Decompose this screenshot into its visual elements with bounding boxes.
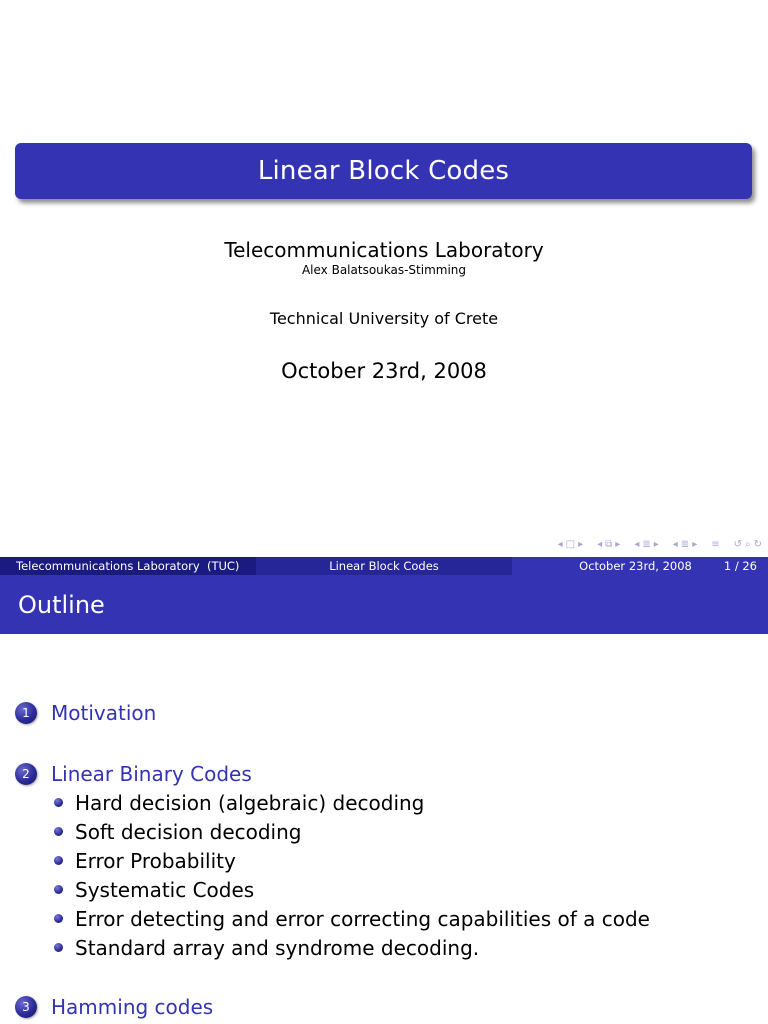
footline-date-page [512, 557, 768, 575]
toc-subsection-list [54, 788, 650, 962]
toc-subsection-item[interactable] [54, 904, 650, 933]
bullet-icon [54, 885, 63, 894]
toc-subsection-label: Hard decision (algebraic) decoding [75, 790, 425, 815]
author: Alex Balatsoukas-Stimming [301, 263, 467, 277]
section-number-ball: 3 [15, 996, 37, 1018]
toc-subsection-item[interactable] [54, 788, 650, 817]
nav-section-icon[interactable]: ≣ [680, 539, 690, 550]
footline-page-number: 1 / 26 [723, 559, 757, 573]
nav-subsection-left-icon[interactable]: ◂ [634, 539, 640, 550]
nav-frame-right-icon[interactable]: ▸ [578, 539, 584, 550]
title-box [15, 143, 752, 199]
nav-search-icon[interactable]: ⌕ [745, 539, 751, 550]
toc-section-label: Linear Binary Codes [51, 762, 252, 786]
nav-slide-group [597, 540, 620, 550]
toc-subsection-label: Standard array and syndrome decoding. [75, 935, 480, 960]
nav-search-group [734, 540, 762, 550]
toc-subsection-label: Error detecting and error correcting capabilities of a code [75, 906, 650, 931]
bullet-icon [54, 798, 63, 807]
toc-subsection-item[interactable] [54, 817, 650, 846]
bullet-icon [54, 943, 63, 952]
bullet-icon [54, 856, 63, 865]
toc-subsection-item[interactable] [54, 875, 650, 904]
nav-section-left-icon[interactable]: ◂ [672, 539, 678, 550]
nav-subsection-group [634, 540, 658, 550]
footline-institute-text: Telecommunications Laboratory (TUC) [16, 559, 240, 573]
footline-author-institute [0, 557, 256, 575]
toc-subsection-label: Systematic Codes [75, 877, 255, 902]
nav-frame-left-icon[interactable]: ◂ [557, 539, 563, 550]
nav-frame-group [558, 540, 584, 550]
nav-align-group [711, 540, 719, 550]
nav-section-group [673, 540, 697, 550]
toc-section-hamming-codes[interactable] [15, 995, 213, 1019]
presentation-title: Linear Block Codes [257, 156, 510, 186]
section-number-ball: 2 [15, 763, 37, 785]
navigation-symbols [558, 538, 762, 552]
bullet-icon [54, 827, 63, 836]
university: Technical University of Crete [269, 309, 499, 328]
nav-slide-left-icon[interactable]: ◂ [597, 539, 603, 550]
bullet-icon [54, 914, 63, 923]
footline-date-text: October 23rd, 2008 [579, 559, 692, 573]
institute: Telecommunications Laboratory [224, 238, 544, 262]
nav-align-icon[interactable]: ≡ [711, 539, 720, 550]
toc-subsection-item[interactable] [54, 933, 650, 962]
nav-section-right-icon[interactable]: ▸ [692, 539, 698, 550]
section-number-ball: 1 [15, 702, 37, 724]
nav-forward-icon[interactable]: ↻ [753, 539, 762, 550]
toc-section-label: Hamming codes [51, 995, 214, 1019]
nav-slide-right-icon[interactable]: ▸ [615, 539, 621, 550]
footline [0, 557, 768, 575]
toc-subsection-label: Soft decision decoding [75, 819, 302, 844]
presentation-date: October 23rd, 2008 [281, 359, 487, 383]
toc-section-linear-binary-codes[interactable] [15, 762, 252, 786]
nav-frame-icon[interactable]: □ [565, 539, 576, 550]
nav-slide-icon[interactable]: ⧉ [605, 539, 613, 550]
nav-subsection-right-icon[interactable]: ▸ [653, 539, 659, 550]
frame-title-bar [0, 575, 768, 634]
nav-back-icon[interactable]: ↺ [733, 539, 742, 550]
footline-title [256, 557, 512, 575]
toc-subsection-item[interactable] [54, 846, 650, 875]
toc-subsection-label: Error Probability [75, 848, 236, 873]
nav-subsection-icon[interactable]: ≣ [642, 539, 651, 550]
footline-title-text: Linear Block Codes [329, 559, 439, 573]
frame-title: Outline [18, 590, 105, 619]
toc-section-motivation[interactable] [15, 701, 156, 725]
toc-section-label: Motivation [51, 701, 157, 725]
